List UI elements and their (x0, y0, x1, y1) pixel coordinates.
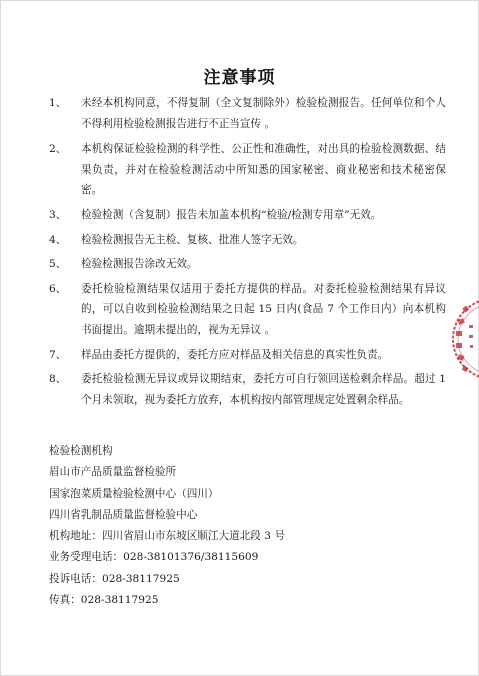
note-item (49, 230, 449, 251)
note-item (49, 279, 449, 341)
note-number: 1、 (49, 97, 67, 109)
note-text: 委托检验检测结果仅适用于委托方提供的样品。对委托检验检测结果有异议的，可以自收到检验检测结果之日起 15 日内(食品 7 个工作日内）向本机构书面提出。逾期未提出的，视为无异议 。 (81, 282, 446, 336)
seal-lettering (456, 306, 473, 373)
document-title: 注意事项 (203, 68, 276, 88)
fax-number: 传真：028-38117925 (49, 594, 159, 607)
notes-list (49, 93, 449, 410)
note-number: 6、 (49, 282, 67, 295)
note-number: 3、 (49, 208, 67, 221)
business-phone: 业务受理电话：028-38101376/38115609 (49, 551, 259, 564)
institution-name: 眉山市产品质量监督检验所 (49, 466, 177, 479)
note-text: 本机构保证检验检测的科学性、公正性和准确性，对出具的检验检测数据、结果负责，并对在检验检测活动中所知悉的国家秘密、商业秘密和技术秘密保密。 (81, 143, 446, 197)
note-number: 8、 (49, 373, 67, 386)
note-item (49, 369, 449, 410)
institution-address: 机构地址：四川省眉山市东坡区顺江大道北段 3 号 (49, 530, 285, 543)
note-item (49, 93, 449, 134)
note-item (49, 139, 449, 201)
note-text: 检验检测报告涂改无效。 (81, 258, 198, 271)
complaint-phone: 投诉电话：028-38117925 (49, 572, 180, 585)
note-text: 未经本机构同意，不得复制（全文复制除外）检验检测报告。任何单位和个人不得利用检验检测报告进行不正当宣传 。 (81, 97, 446, 130)
note-text: 检验检测报告无主检、复核、批准人签字无效。 (81, 233, 304, 246)
note-text: 检验检测（含复制）报告未加盖本机构“检验/检测专用章”无效。 (81, 208, 382, 221)
note-number: 4、 (49, 233, 67, 246)
institution-name: 国家泡菜质量检验检测中心（四川） (49, 487, 219, 500)
official-seal (449, 293, 479, 385)
note-number: 2、 (49, 143, 67, 156)
institution-heading: 检验检测机构 (49, 445, 113, 457)
note-number: 5、 (49, 258, 67, 271)
note-item (49, 345, 449, 366)
note-number: 7、 (49, 348, 67, 361)
note-text: 委托检验检测无异议或异议期结束，委托方可自行领回送检剩余样品。超过 1 个月未领取，视为委托方放弃，本机构按内部管理规定处置剩余样品。 (81, 373, 446, 406)
institution-name: 四川省乳制品质量监督检验中心 (49, 508, 198, 521)
note-item (49, 254, 449, 275)
institution-info (49, 441, 429, 611)
note-item (49, 205, 449, 226)
note-text: 样品由委托方提供的，委托方应对样品及相关信息的真实性负责。 (81, 348, 389, 361)
